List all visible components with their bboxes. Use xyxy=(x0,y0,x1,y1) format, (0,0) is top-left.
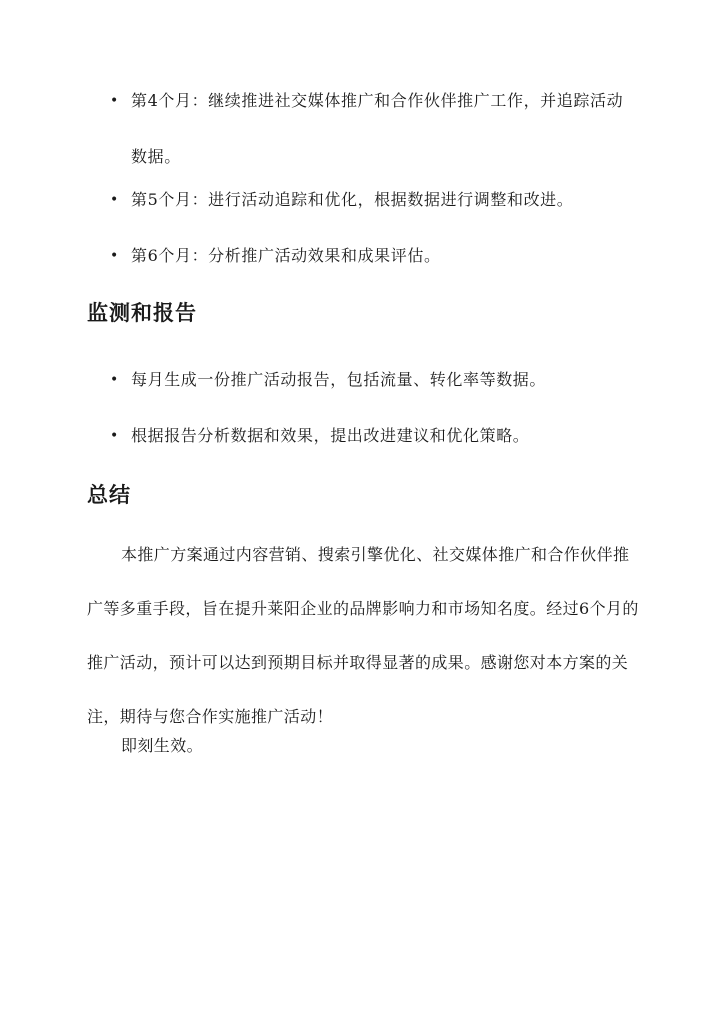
list-item-text: 根据报告分析数据和效果，提出改进建议和优化策略。 xyxy=(131,426,530,445)
summary-paragraph: 本推广方案通过内容营销、搜索引擎优化、社交媒体推广和合作伙伴推广等多重手段，旨在提升莱阳企业的品牌影响力和市场知名度。经过6个月的推广活动，预计可以达到预期目标并取得显著的成果。感谢您对本方案的关注，期待与您合作实施推广活动！ xyxy=(87,545,639,726)
list-item xyxy=(110,352,636,408)
list-item xyxy=(110,73,636,185)
list-item-text: 第6个月：分析推广活动效果和成果评估。 xyxy=(131,246,441,265)
list-item-text: 第4个月：继续推进社交媒体推广和合作伙伴推广工作，并追踪活动数据。 xyxy=(131,91,624,166)
bullet-icon: • xyxy=(110,428,119,444)
bullet-icon: • xyxy=(110,192,119,208)
closing-paragraph: 即刻生效。 xyxy=(121,736,204,755)
bullet-icon: • xyxy=(110,248,119,264)
list-item-text: 第5个月：进行活动追踪和优化，根据数据进行调整和改进。 xyxy=(131,190,574,209)
list-item-text: 每月生成一份推广活动报告，包括流量、转化率等数据。 xyxy=(131,370,547,389)
list-item xyxy=(110,172,636,228)
section-heading-monitoring: 监测和报告 xyxy=(87,300,197,325)
list-item xyxy=(110,408,636,464)
list-item xyxy=(110,228,636,284)
section-heading-summary: 总结 xyxy=(87,482,131,507)
bullet-icon: • xyxy=(110,93,119,109)
bullet-icon: • xyxy=(110,372,119,388)
